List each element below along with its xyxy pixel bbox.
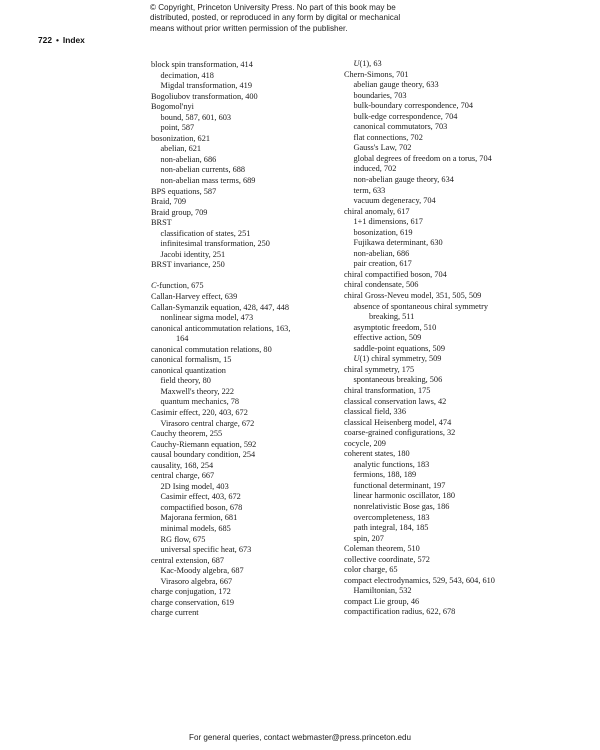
entry-text: compactification radius, 622, 678 [344, 607, 456, 617]
entry-text: 164 [176, 334, 189, 344]
copyright-line: © Copyright, Princeton University Press. No part of this book may be [150, 3, 396, 12]
entry-text: universal specific heat, 673 [160, 545, 252, 555]
entry-text: classification of states, 251 [160, 228, 251, 238]
entry-text: charge current [151, 608, 199, 618]
entry-text: path integral, 184, 185 [353, 523, 429, 533]
index-entry [344, 280, 564, 291]
entry-text: charge conservation, 619 [151, 597, 235, 607]
entry-text: non-abelian currents, 688 [160, 165, 246, 175]
entry-text: infinitesimal transformation, 250 [160, 239, 270, 249]
index-subentry [151, 229, 351, 240]
index-subentry [151, 165, 351, 176]
index-subentry [344, 122, 564, 133]
entry-text: absence of spontaneous chiral symmetry [353, 301, 489, 311]
index-subentry [151, 482, 351, 493]
index-subentry [344, 133, 564, 144]
entry-text: BRST [151, 218, 172, 228]
entry-text: color charge, 65 [344, 565, 398, 575]
entry-text: (1) chiral symmetry, 509 [359, 354, 442, 364]
index-subentry [344, 80, 564, 91]
index-entry [151, 598, 351, 609]
entry-text: chiral symmetry, 175 [344, 364, 415, 374]
running-header [38, 35, 85, 45]
index-subentry [151, 577, 351, 588]
entry-text: Cauchy theorem, 255 [151, 429, 223, 439]
index-subentry [151, 492, 351, 503]
entry-text: term, 633 [353, 185, 386, 195]
entry-text: nonlinear sigma model, 473 [160, 313, 254, 323]
index-entry [151, 355, 351, 366]
index-subentry [344, 586, 564, 597]
italic-symbol: U [353, 59, 360, 68]
entry-text: spontaneous breaking, 506 [353, 375, 443, 385]
index-entry [151, 440, 351, 451]
index-entry [344, 565, 564, 576]
index-subentry [344, 228, 564, 239]
entry-text: Kac-Moody algebra, 687 [160, 566, 244, 576]
index-entry [344, 386, 564, 397]
entry-text: classical Heisenberg model, 474 [344, 417, 452, 427]
index-subentry [344, 249, 564, 260]
entry-text: canonical commutators, 703 [353, 122, 448, 132]
index-entry [344, 449, 564, 460]
entry-text: minimal models, 685 [160, 524, 231, 534]
index-subentry [151, 524, 351, 535]
index-subentry [151, 155, 351, 166]
index-entry [344, 418, 564, 429]
index-entry [151, 587, 351, 598]
index-subentry [344, 375, 564, 386]
entry-text: 1+1 dimensions, 617 [353, 217, 423, 227]
index-entry [151, 292, 351, 303]
entry-text: chiral Gross-Neveu model, 351, 505, 509 [344, 291, 482, 301]
index-entry [151, 556, 351, 567]
entry-text: BRST invariance, 250 [151, 260, 225, 270]
entry-text: overcompleteness, 183 [353, 512, 430, 522]
index-entry [151, 60, 351, 71]
entry-text: bulk-edge correspondence, 704 [353, 111, 458, 121]
entry-text: bound, 587, 601, 603 [160, 112, 232, 122]
entry-text: causality, 168, 254 [151, 460, 214, 470]
index-entry [151, 450, 351, 461]
index-entry [151, 345, 351, 356]
entry-text: Casimir effect, 403, 672 [160, 492, 241, 502]
section-title: Index [62, 35, 85, 45]
index-column-right [344, 59, 564, 618]
index-subentry [151, 419, 351, 430]
index-entry [151, 92, 351, 103]
index-entry [151, 408, 351, 419]
entry-text: abelian gauge theory, 633 [353, 80, 439, 90]
index-subentry [344, 302, 564, 313]
entry-text: bosonization, 621 [151, 133, 210, 143]
index-entry [151, 218, 351, 229]
copyright-line: distributed, posted, or reproduced in any form by digital or mechanical [150, 13, 401, 23]
index-entry [151, 429, 351, 440]
entry-text: canonical quantization [151, 365, 226, 375]
index-subentry [344, 238, 564, 249]
entry-text: Cauchy-Riemann equation, 592 [151, 439, 257, 449]
index-subentry [344, 186, 564, 197]
entry-text: bosonization, 619 [353, 227, 413, 237]
entry-text: global degrees of freedom on a torus, 704 [353, 153, 492, 163]
index-subentry [344, 59, 564, 70]
index-entry [344, 428, 564, 439]
entry-text: compact Lie group, 46 [344, 596, 420, 606]
entry-text: quantum mechanics, 78 [160, 397, 240, 407]
index-entry [344, 270, 564, 281]
entry-text: block spin transformation, 414 [151, 60, 253, 69]
entry-text: Chern-Simons, 701 [344, 69, 409, 79]
entry-text: Bogoliubov transformation, 400 [151, 91, 258, 101]
index-subentry [151, 81, 351, 92]
index-subentry [344, 196, 564, 207]
entry-text: functional determinant, 197 [353, 480, 446, 490]
index-entry [151, 461, 351, 472]
entry-text: canonical anticommutation relations, 163, [151, 323, 291, 333]
index-subentry [151, 313, 351, 324]
copyright-line: means without prior written permission of the publisher. [150, 23, 348, 33]
page-number: 722 [38, 35, 52, 45]
entry-text: induced, 702 [353, 164, 397, 174]
index-subentry [344, 502, 564, 513]
entry-text: Maxwell's theory, 222 [160, 386, 235, 396]
entry-text: Migdal transformation, 419 [160, 81, 252, 91]
entry-text: Casimir effect, 220, 403, 672 [151, 408, 248, 417]
entry-text: boundaries, 703 [353, 90, 407, 100]
index-subentry [344, 491, 564, 502]
index-subentry [151, 176, 351, 187]
index-continuation [344, 312, 564, 323]
index-subentry [344, 481, 564, 492]
index-subentry [151, 123, 351, 134]
index-entry [151, 197, 351, 208]
index-subentry [344, 523, 564, 534]
entry-text: classical conservation laws, 42 [344, 396, 447, 406]
index-entry [151, 281, 351, 292]
entry-text: -function, 675 [156, 281, 204, 291]
index-subentry [344, 112, 564, 123]
entry-text: Gauss's Law, 702 [353, 143, 412, 153]
index-subentry [344, 91, 564, 102]
entry-text: Braid group, 709 [151, 207, 208, 217]
entry-text: chiral condensate, 506 [344, 280, 419, 290]
header-separator: • [55, 35, 59, 45]
index-subentry [344, 154, 564, 165]
index-subentry [151, 545, 351, 556]
index-subentry [344, 534, 564, 545]
entry-text: Callan-Symanzik equation, 428, 447, 448 [151, 302, 290, 312]
index-subentry [151, 239, 351, 250]
entry-text: compactified boson, 678 [160, 502, 243, 512]
entry-text: decimation, 418 [160, 70, 214, 80]
entry-text: canonical formalism, 15 [151, 355, 232, 365]
entry-text: non-abelian, 686 [160, 154, 217, 164]
entry-text: analytic functions, 183 [353, 459, 430, 469]
entry-text: nonrelativistic Bose gas, 186 [353, 501, 450, 511]
entry-text: Jacobi identity, 251 [160, 249, 226, 259]
index-subentry [344, 259, 564, 270]
entry-text: charge conjugation, 172 [151, 587, 231, 597]
index-subentry [151, 144, 351, 155]
index-subentry [151, 71, 351, 82]
entry-text: saddle-point equations, 509 [353, 343, 445, 353]
entry-text: classical field, 336 [344, 407, 406, 417]
index-entry [344, 439, 564, 450]
index-subentry [344, 354, 564, 365]
index-subentry [151, 535, 351, 546]
index-entry [151, 471, 351, 482]
index-entry [344, 597, 564, 608]
entry-text: coherent states, 180 [344, 449, 410, 459]
entry-text: Fujikawa determinant, 630 [353, 238, 443, 248]
entry-text: Coleman theorem, 510 [344, 544, 420, 554]
italic-symbol: U [353, 354, 360, 364]
entry-text: asymptotic freedom, 510 [353, 322, 437, 332]
entry-text: non-abelian mass terms, 689 [160, 176, 256, 186]
entry-text: Hamiltonian, 532 [353, 586, 412, 596]
index-entry [151, 260, 351, 271]
entry-text: BPS equations, 587 [151, 186, 217, 196]
entry-text: point, 587 [160, 123, 195, 133]
entry-text: effective action, 509 [353, 333, 422, 343]
index-subentry [344, 101, 564, 112]
index-entry [344, 207, 564, 218]
entry-text: chiral compactified boson, 704 [344, 269, 447, 279]
index-entry [151, 134, 351, 145]
index-subentry [344, 323, 564, 334]
index-subentry [344, 143, 564, 154]
index-entry [151, 303, 351, 314]
entry-text: bulk-boundary correspondence, 704 [353, 101, 474, 111]
index-entry [344, 365, 564, 376]
index-subentry [344, 470, 564, 481]
entry-text: flat connections, 702 [353, 132, 423, 142]
entry-text: Virasoro central charge, 672 [160, 418, 255, 428]
index-entry [344, 397, 564, 408]
index-subentry [151, 250, 351, 261]
entry-text: (1), 63 [359, 59, 382, 68]
entry-text: fermions, 188, 189 [353, 470, 417, 480]
entry-text: breaking, 511 [369, 312, 415, 322]
entry-text: Callan-Harvey effect, 639 [151, 291, 238, 301]
index-entry [151, 324, 351, 335]
entry-text: spin, 207 [353, 533, 384, 543]
entry-text: causal boundary condition, 254 [151, 450, 256, 460]
index-subentry [344, 175, 564, 186]
entry-text: vacuum degeneracy, 704 [353, 196, 436, 206]
index-subentry [344, 344, 564, 355]
entry-text: Virasoro algebra, 667 [160, 576, 233, 586]
index-subentry [151, 113, 351, 124]
index-entry [151, 102, 351, 113]
entry-text: central extension, 687 [151, 555, 225, 565]
index-entry [344, 576, 564, 587]
entry-text: pair creation, 617 [353, 259, 412, 269]
index-subentry [151, 513, 351, 524]
index-entry [344, 70, 564, 81]
entry-text: central charge, 667 [151, 471, 215, 481]
entry-text: Majorana fermion, 681 [160, 513, 238, 523]
footer-contact: For general queries, contact webmaster@press.princeton.edu [189, 733, 411, 742]
index-entry [344, 544, 564, 555]
index-subentry [344, 333, 564, 344]
index-entry [344, 555, 564, 566]
entry-text: collective coordinate, 572 [344, 554, 430, 564]
index-entry [344, 607, 564, 618]
entry-text: field theory, 80 [160, 376, 211, 386]
copyright-notice [150, 3, 450, 34]
index-entry [151, 366, 351, 377]
index-subentry [344, 460, 564, 471]
entry-text: chiral transformation, 175 [344, 385, 431, 395]
entry-text: abelian, 621 [160, 144, 202, 154]
entry-text: compact electrodynamics, 529, 543, 604, 610 [344, 575, 495, 585]
index-subentry [344, 513, 564, 524]
index-subentry [344, 217, 564, 228]
index-entry [151, 608, 351, 619]
index-continuation [151, 334, 351, 345]
index-entry [344, 291, 564, 302]
entry-text: canonical commutation relations, 80 [151, 344, 272, 354]
index-entry [151, 208, 351, 219]
entry-text: RG flow, 675 [160, 534, 206, 544]
index-column-left [151, 60, 351, 619]
index-subentry [151, 387, 351, 398]
entry-text: chiral anomaly, 617 [344, 206, 410, 216]
italic-symbol: C [151, 281, 157, 291]
index-subentry [344, 164, 564, 175]
index-subentry [151, 503, 351, 514]
entry-text: non-abelian, 686 [353, 248, 410, 258]
entry-text: linear harmonic oscillator, 180 [353, 491, 456, 501]
index-entry [151, 187, 351, 198]
index-subentry [151, 397, 351, 408]
entry-text: Braid, 709 [151, 197, 187, 207]
entry-text: coarse-grained configurations, 32 [344, 428, 456, 438]
index-subentry [151, 376, 351, 387]
entry-text: cocycle, 209 [344, 438, 386, 448]
entry-text: 2D Ising model, 403 [160, 481, 229, 491]
index-entry [344, 407, 564, 418]
index-subentry [151, 566, 351, 577]
entry-text: non-abelian gauge theory, 634 [353, 175, 454, 185]
entry-text: Bogomol'nyi [151, 102, 194, 112]
